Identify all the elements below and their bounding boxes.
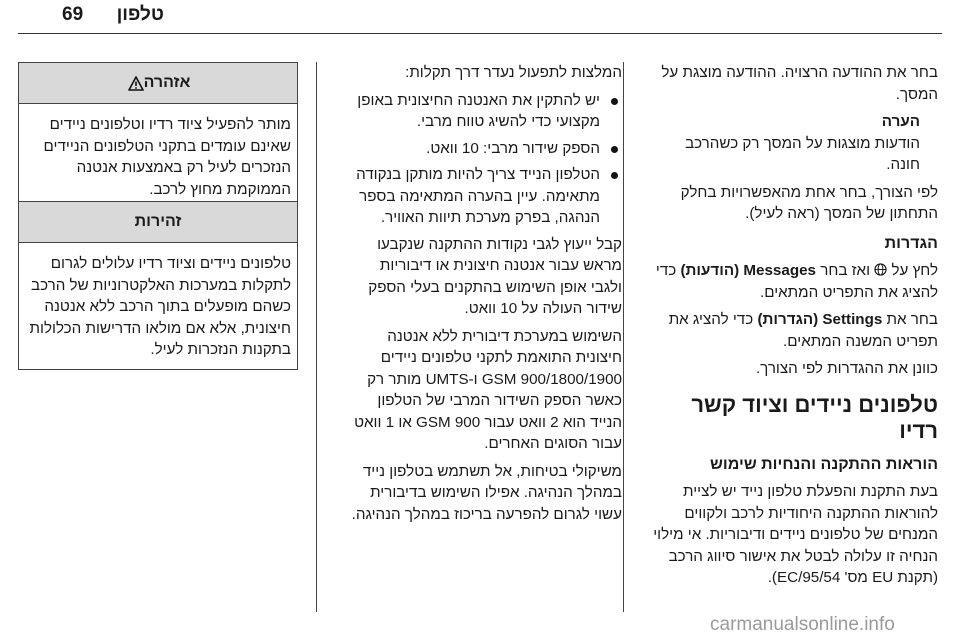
column-divider [316,62,317,612]
paragraph [650,260,938,303]
watermark: carmanualsonline.info [710,614,895,635]
paragraph: המלצות לתפעול נעדר דרך תקלות: [405,64,622,81]
column-divider [623,62,624,612]
caution-title: זהירות [134,213,182,231]
page-title: טלפון [116,4,164,25]
paragraph: כוונן את ההגדרות לפי הצורך. [755,360,938,377]
text: לחץ על [891,262,938,279]
paragraph [650,309,938,352]
warning-body: מותר להפעיל ציוד רדיו וטלפונים ניידים שאינם עומדים בתקני הטלפונים הניידים הנזכרים לעיל רק באמצעות אנטנה הממוקמת מחוץ לרכב. [43,116,291,198]
column-right [650,62,938,595]
list-item: הטלפון הנייד צריך להיות מותקן בנקודה מתאימה. עיין בהערה המתאימה בספר הנהגה, בפרק מערכת תיוות האוויר. [350,164,622,229]
section-heading: טלפונים ניידים וציוד קשר רדיו [691,391,938,443]
caution-body: טלפונים ניידים וציוד רדיו עלולים לגרום לתקלות במערכות האלקטרוניות של הרכב כשהם מופעלים בתוך הרכב ללא אנטנה חיצונית, אלא אם מולאו הדרישות הכלולות בתקנות הנזכרות לעיל. [29,255,291,358]
paragraph: קבל ייעוץ לגבי נקודות ההתקנה שנקבעו מראש עבור אנטנה חיצונית או דיבוריות ולגבי אופן השימוש בהתקנים בעלי הספק שידור העולה על 10 וואט. [368,235,622,317]
warning-header [19,63,297,104]
warning-title: אזהרה [143,74,191,92]
warning-box [18,62,298,209]
paragraph: לפי הצורך, בחר אחת מהאפשרויות בחלק התחתון של המסך (ראה לעיל). [680,183,938,222]
note-body: הודעות מוצגות על המסך רק כשהרכב חונה. [685,134,920,173]
settings-heading: הגדרות [884,234,938,252]
text: כדי להציג את תפריט המשנה המתאים. [668,311,938,350]
list-item: יש להתקין את האנטנה החיצונית באופן מקצועי כדי להשיג טווח מרבי. [350,90,622,133]
text: בחר את [886,311,938,328]
paragraph: השימוש במערכת דיבורית ללא אנטנה חיצונית התואמת לתקני טלפונים ניידים GSM 900/1800/1900 ו-UMTS מותר רק כאשר הספק השידור המרבי של הטלפון הנייד הוא 2 וואט עבור GSM 900 או 1 וואט עבור הסוגים האחרים. [354,327,622,452]
bullet-list [350,90,622,229]
page-number: 69 [62,4,84,25]
settings-label: Settings (הגדרות) [757,311,883,328]
top-rule [18,33,942,34]
paragraph: משיקולי בטיחות, אל תשתמש בטלפון נייד במהלך הנהיגה. אפילו השימוש בדיבורית עשוי לגרום להפרעה בריכוז במהלך הנהיגה. [351,462,622,523]
globe-icon [874,261,887,274]
messages-label: Messages (הודעות) [680,262,816,279]
caution-box [18,201,298,370]
note-title: הערה [881,113,920,130]
text: ואז בחר [820,262,871,279]
warning-triangle-icon [128,76,144,91]
column-middle [350,62,622,531]
paragraph: בחר את ההודעה הרצויה. ההודעה מוצגת על המסך. [661,64,938,103]
list-item: הספק שידור מרבי: 10 וואט. [350,138,622,160]
sub-heading: הוראות ההתקנה והנחיות שימוש [710,455,938,473]
caution-header [19,202,297,243]
text: כדי להציג את התפריט המתאים. [655,262,938,301]
paragraph: בעת התקנת והפעלת טלפון נייד יש לציית להוראות ההתקנה היחודיות לרכב ולקווים המנחים של טלפונים ניידים ודיבוריות. אי מילוי הנחיה זו עלולה לבטל את אישור סיווג הרכב (תקנת EU מס' 95/54/EC). [653,483,938,586]
